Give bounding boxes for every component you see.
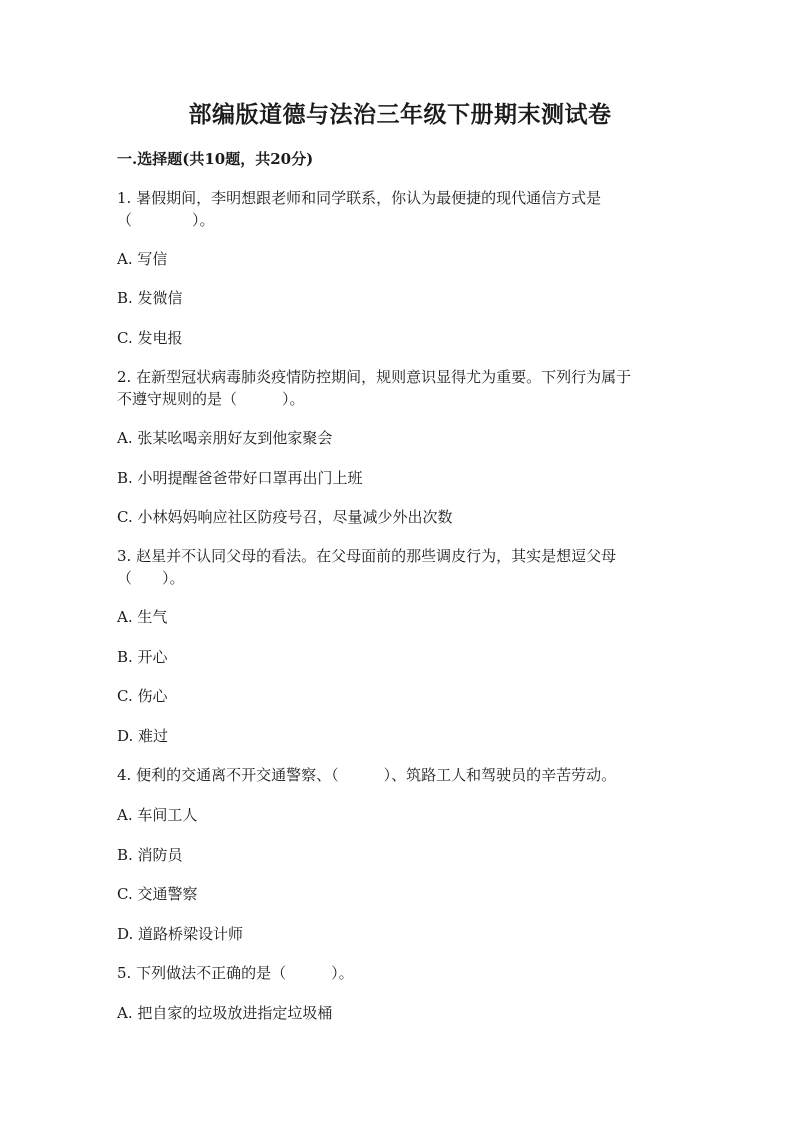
question-1-option-a: A. 写信 — [117, 250, 168, 268]
question-1-stem-line-1: 1. 暑假期间，李明想跟老师和同学联系，你认为最便捷的现代通信方式是 — [117, 189, 602, 207]
question-3-option-b: B. 开心 — [117, 648, 168, 666]
section-heading: 一.选择题(共10题，共20分) — [117, 150, 314, 168]
question-2-stem-line-2: 不遵守规则的是（ ）。 — [117, 390, 305, 408]
question-1-stem-line-2: （ ）。 — [117, 211, 215, 229]
question-4-option-a: A. 车间工人 — [117, 806, 198, 824]
question-3-stem-line-2: （ ）。 — [117, 569, 185, 587]
question-1-option-c: C. 发电报 — [117, 329, 183, 347]
question-2-option-c: C. 小林妈妈响应社区防疫号召，尽量减少外出次数 — [117, 508, 453, 526]
question-3-option-c: C. 伤心 — [117, 687, 168, 705]
question-3-stem-line-1: 3. 赵星并不认同父母的看法。在父母面前的那些调皮行为，其实是想逗父母 — [117, 547, 617, 565]
question-1-option-b: B. 发微信 — [117, 289, 183, 307]
question-3-option-a: A. 生气 — [117, 608, 168, 626]
question-5-stem-line-1: 5. 下列做法不正确的是（ ）。 — [117, 964, 354, 982]
question-4-stem-line-1: 4. 便利的交通离不开交通警察、（ ）、筑路工人和驾驶员的辛苦劳动。 — [117, 766, 617, 784]
question-3-option-d: D. 难过 — [117, 727, 169, 745]
page-title: 部编版道德与法治三年级下册期末测试卷 — [188, 101, 612, 128]
question-5-option-a: A. 把自家的垃圾放进指定垃圾桶 — [117, 1004, 333, 1022]
question-4-option-b: B. 消防员 — [117, 846, 183, 864]
question-4-option-c: C. 交通警察 — [117, 885, 198, 903]
question-2-option-b: B. 小明提醒爸爸带好口罩再出门上班 — [117, 469, 363, 487]
question-4-option-d: D. 道路桥梁设计师 — [117, 925, 244, 943]
question-2-stem-line-1: 2. 在新型冠状病毒肺炎疫情防控期间，规则意识显得尤为重要。下列行为属于 — [117, 368, 632, 386]
question-2-option-a: A. 张某吆喝亲朋好友到他家聚会 — [117, 429, 333, 447]
